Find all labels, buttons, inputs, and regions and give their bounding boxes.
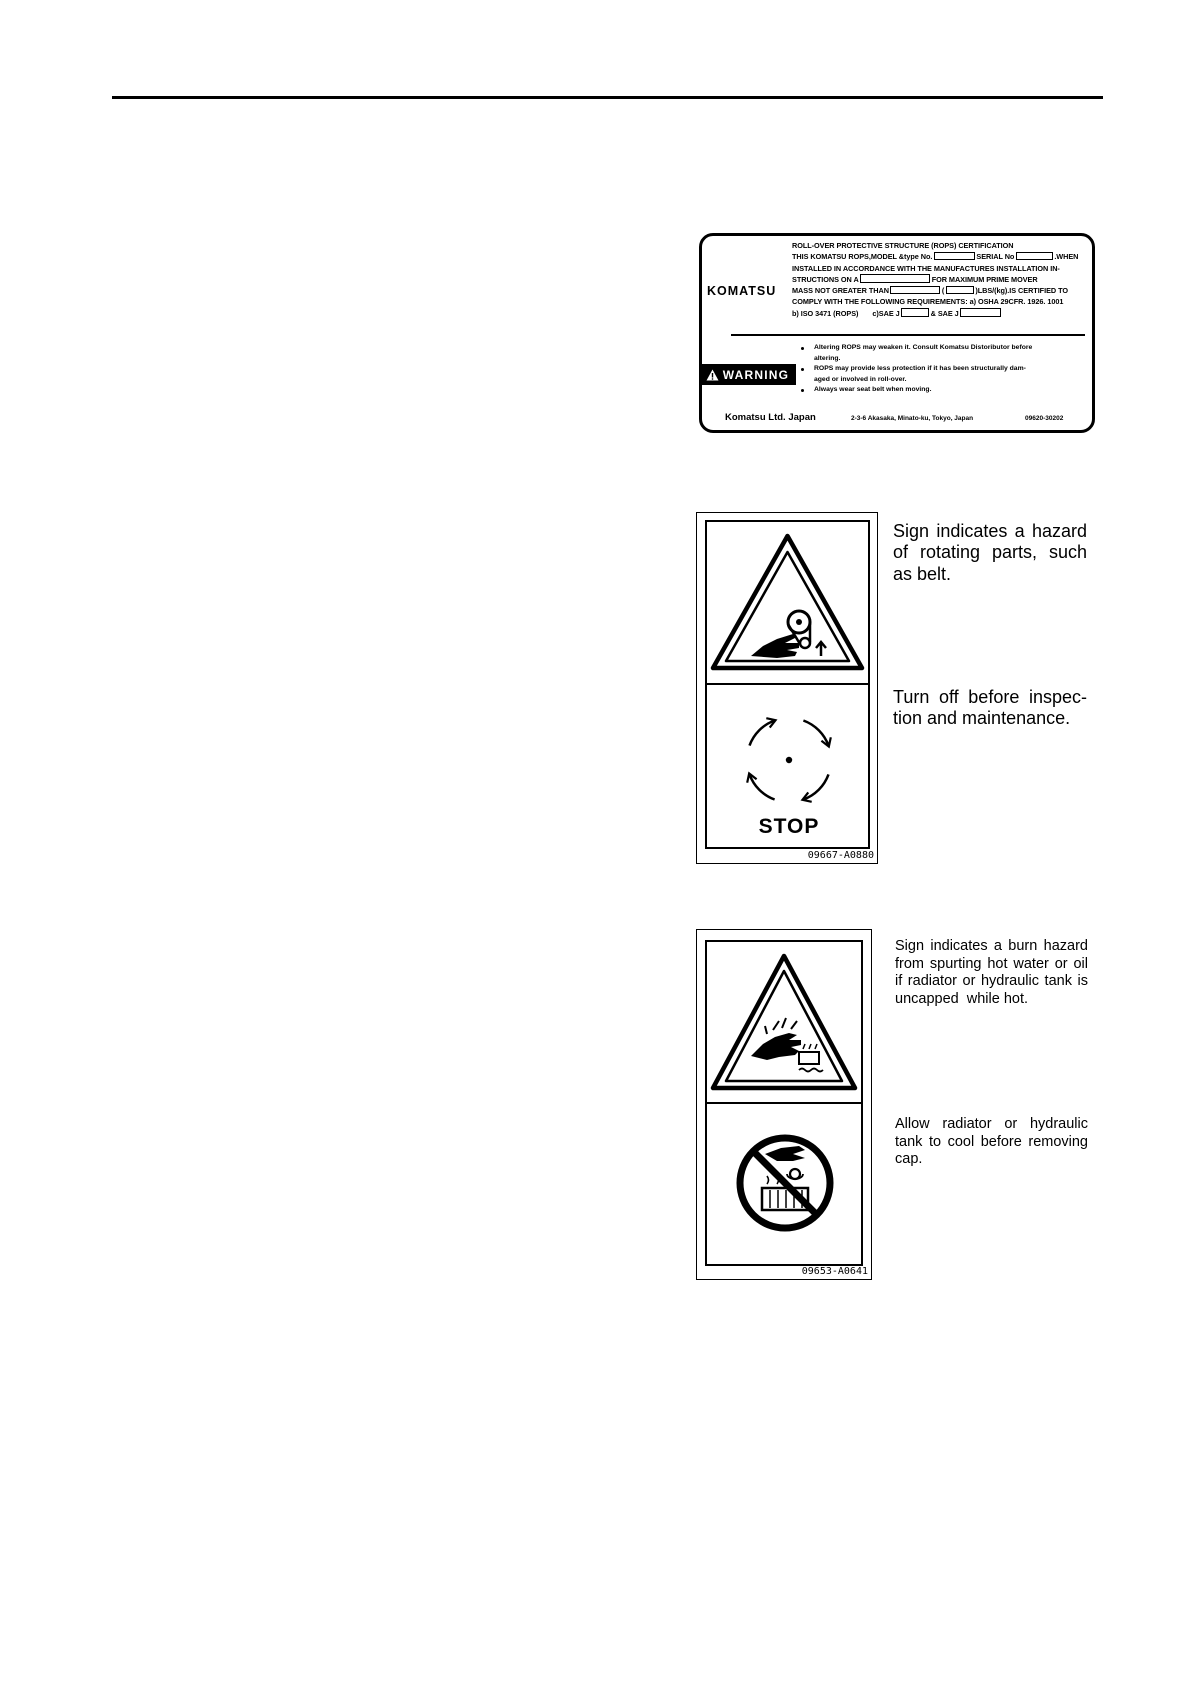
- rotating-parts-decal: [696, 512, 878, 864]
- label-divider: [731, 334, 1085, 336]
- stop-text: STOP: [758, 814, 819, 838]
- text-line: uncapped while hot.: [895, 990, 1029, 1007]
- decal-code: 09653-A0641: [801, 1266, 868, 1277]
- hazard-panel: [707, 942, 861, 1104]
- rotating-action-text: [893, 687, 1087, 730]
- bullet-text: Altering ROPS may weaken it. Consult Komatsu Distoributor before: [814, 344, 1033, 351]
- warning-badge-label: WARNING: [722, 367, 790, 382]
- hot-water-burn-warning-icon: [707, 942, 861, 1102]
- bullet-text: altering.: [814, 354, 841, 362]
- decal-code: 09667-A0880: [807, 850, 874, 861]
- cert-line: [792, 285, 1089, 296]
- cert-text: (: [941, 286, 945, 296]
- cert-text: .WHEN: [1054, 252, 1079, 262]
- model-blank-field: [934, 252, 975, 261]
- warning-bullets: [799, 343, 1084, 396]
- list-item: [799, 364, 1084, 385]
- mass-lbs-blank-field: [890, 286, 940, 295]
- serial-blank-field: [1016, 252, 1053, 261]
- text-line: Allow radiator or hydraulic: [895, 1116, 1088, 1132]
- text-line: as belt.: [893, 563, 952, 584]
- cert-line: [792, 251, 1089, 262]
- text-line: Turn off before inspec-: [893, 687, 1087, 707]
- text-line: cap.: [895, 1151, 923, 1168]
- cert-text: MASS NOT GREATER THAN: [792, 286, 889, 296]
- text-line: tion and maintenance.: [893, 708, 1071, 729]
- cert-line: [792, 240, 1089, 251]
- burn-action-text: [895, 1116, 1088, 1169]
- cert-text: )LBS/(kg).IS CERTIFIED TO: [975, 286, 1068, 296]
- burn-hazard-text: [895, 938, 1088, 1008]
- warning-triangle-icon: [706, 369, 719, 381]
- footer-company: Komatsu Ltd. Japan: [725, 412, 816, 423]
- bullet-text: Always wear seat belt when moving.: [814, 386, 932, 394]
- cert-text: b) ISO 3471 (ROPS): [792, 308, 859, 318]
- text-line: from spurting hot water or oil: [895, 955, 1088, 972]
- bullet-dot: [801, 368, 804, 371]
- burn-hazard-decal: [696, 929, 872, 1280]
- top-rule: [112, 96, 1103, 99]
- mass-kg-blank-field: [946, 286, 974, 295]
- list-item: [799, 343, 1084, 364]
- cert-line: [792, 308, 1089, 319]
- rotating-hazard-text: [893, 521, 1087, 585]
- cert-text: FOR MAXIMUM PRIME MOVER: [931, 274, 1038, 284]
- action-panel: [707, 685, 868, 847]
- komatsu-logo: KOMATSU: [707, 284, 777, 298]
- cert-line: [792, 263, 1089, 274]
- text-line: Sign indicates a hazard: [893, 521, 1087, 541]
- no-open-cap-while-hot-icon: [707, 1104, 861, 1264]
- cert-text: & SAE J: [930, 308, 959, 318]
- warning-badge: [699, 364, 796, 385]
- footer-address: 2-3-6 Akasaka, Minato-ku, Tokyo, Japan: [851, 415, 974, 422]
- text-line: of rotating parts, such: [893, 542, 1087, 563]
- text-line: if radiator or hydraulic tank is: [895, 973, 1088, 990]
- bullet-dot: [801, 347, 804, 350]
- rotation-stop-icon: [707, 685, 868, 847]
- text-line: Sign indicates a burn hazard: [895, 938, 1088, 954]
- belt-entanglement-warning-icon: [707, 522, 868, 683]
- decal-frame: [705, 940, 863, 1266]
- cert-text: THIS KOMATSU ROPS,MODEL &type No.: [792, 252, 933, 262]
- sae-blank-field: [960, 308, 1001, 317]
- cert-text: STRUCTIONS ON A: [792, 274, 859, 284]
- text-line: tank to cool before removing: [895, 1133, 1088, 1150]
- prime-mover-blank-field: [860, 274, 930, 283]
- cert-text: SERIAL No: [976, 252, 1015, 262]
- cert-title: ROLL-OVER PROTECTIVE STRUCTURE (ROPS) CERTIFICATION: [792, 241, 1014, 250]
- bullet-dot: [801, 389, 804, 392]
- cert-text: c)SAE J: [872, 308, 900, 318]
- list-item: [799, 385, 1084, 396]
- cert-text: COMPLY WITH THE FOLLOWING REQUIREMENTS: a) OSHA 29CFR. 1926. 1001: [792, 297, 1064, 307]
- footer-part-number: 09620-30202: [1025, 415, 1064, 422]
- decal-frame: [705, 520, 870, 849]
- rops-certification-label: [699, 233, 1095, 433]
- bullet-text: ROPS may provide less protection if it has been structurally dam-: [814, 365, 1026, 373]
- cert-text: INSTALLED IN ACCORDANCE WITH THE MANUFACTURES INSTALLATION IN-: [792, 263, 1060, 273]
- action-panel: [707, 1104, 861, 1264]
- bullet-text: aged or involved in roll-over.: [814, 375, 907, 383]
- hazard-panel: [707, 522, 868, 685]
- sae-blank-field: [901, 308, 929, 317]
- cert-line: [792, 296, 1089, 307]
- certification-text: [792, 240, 1089, 319]
- cert-line: [792, 274, 1089, 285]
